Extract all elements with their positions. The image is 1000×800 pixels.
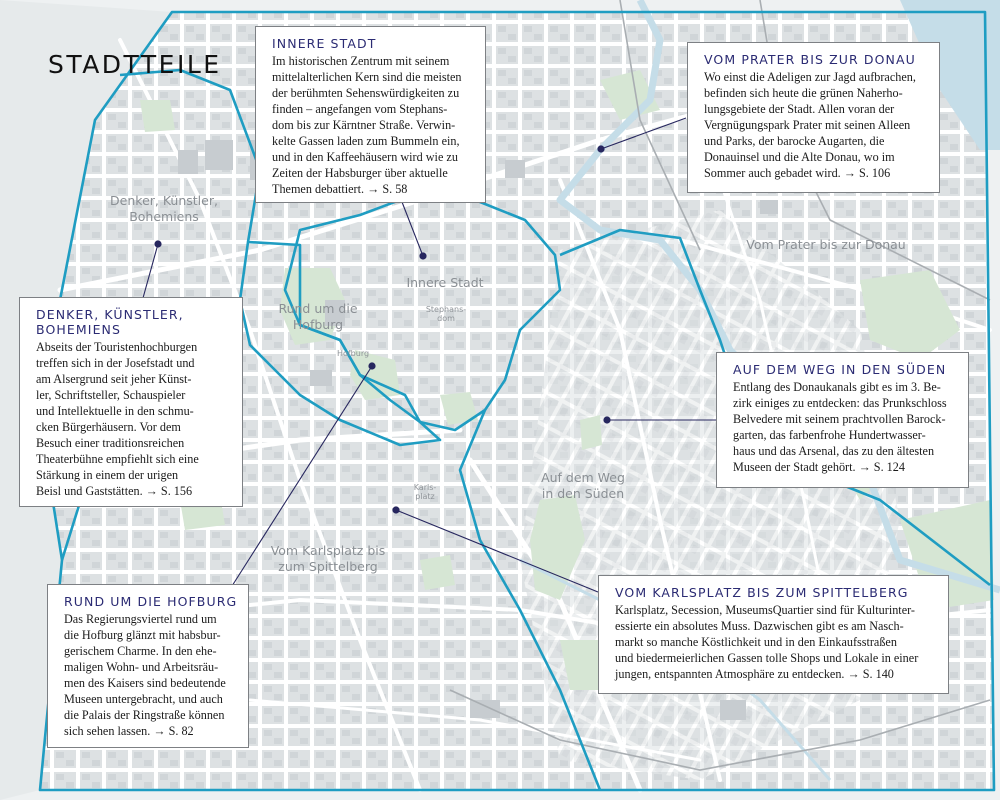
dot-karlsplatz [392, 506, 399, 513]
district-box-sueden [716, 352, 969, 488]
district-box-hofburg [47, 584, 249, 748]
landmark-stephansdom: Stephans- dom [425, 305, 467, 323]
district-box-denker [19, 297, 243, 507]
district-heading: VOM PRATER BIS ZUR DONAU [704, 52, 916, 67]
map-label-sueden: Auf dem Weg in den Süden [541, 470, 625, 501]
district-box-innere-stadt [255, 26, 486, 203]
district-text: Entlang des Donaukanals gibt es im 3. Be- zirk einiges zu entdecken: das Prunkschloss Belvedere mit seinem prachtvollen Barock- garten, das farbenfrohe Hundertwasser- haus und das Arsenal, das zu den ältesten Museen der Stadt gehört. → S. 124 [733, 380, 947, 474]
dot-innere-stadt [419, 252, 426, 259]
dot-hofburg [368, 362, 375, 369]
district-heading: DENKER, KÜNSTLER, BOHEMIENS [36, 307, 184, 337]
district-text: Wo einst die Adeligen zur Jagd aufbrachen, befinden sich heute die grünen Naherho- lungsgebiete der Stadt. Allen voran der Vergnügungspark Prater mit seinen Alleen und Parks, der barocke Augarten, die Donauinsel und die Alte Donau, wo im Sommer auch gebadet wird. → S. 106 [704, 70, 916, 180]
district-text: Abseits der Touristenhochburgen treffen sich in der Josefstadt und am Alsergrund seit jeher Künst- ler, Schriftsteller, Schauspieler und Intellektuelle in den schmu- cken Bürgerhäusern. Vor dem Besuch einer traditionsreichen Theaterbühne empfiehlt sich eine Stärkung in einem der urigen Beisl und Gaststätten. → S. 156 [36, 340, 199, 498]
map-label-innere-stadt: Innere Stadt [406, 275, 484, 290]
landmark-karlsplatz: Karls- platz [413, 483, 437, 501]
district-text: Das Regierungsviertel rund um die Hofburg glänzt mit habsbur- gerischem Charme. In den ehe- maligen Wohn- und Arbeitsräu- men des Kaisers sind bedeutende Museen untergebracht, und auch die Palais der Ringstraße können sich sehen lassen. → S. 82 [64, 612, 226, 738]
district-heading: AUF DEM WEG IN DEN SÜDEN [733, 362, 947, 377]
map-label-denker: Denker, Künstler, Bohemiens [110, 193, 218, 224]
dot-denker [154, 240, 161, 247]
dot-sueden [603, 416, 610, 423]
district-box-prater-donau [687, 42, 940, 193]
map-title: STADTTEILE [48, 50, 222, 79]
district-text: Im historischen Zentrum mit seinem mittelalterlichen Kern sind die meisten der berühmten Sehenswürdigkeiten zu finden – angefangen vom Stephans- dom bis zur Kärntner Straße. Verwin- kelte Gassen laden zum Bummeln ein, und in den Kaffeehäusern wird wie zu Zeiten der Habsburger über aktuelle Themen debattiert. → S. 58 [272, 54, 462, 196]
map-label-hofburg: Rund um die Hofburg [278, 301, 358, 332]
district-heading: INNERE STADT [272, 36, 377, 51]
district-box-karlsplatz [598, 575, 949, 694]
dot-prater [597, 145, 604, 152]
map-label-karlsplatz: Vom Karlsplatz bis zum Spittelberg [270, 543, 386, 574]
district-heading: RUND UM DIE HOFBURG [64, 594, 238, 609]
landmark-hofburg: Hofburg [336, 349, 370, 358]
map-label-prater: Vom Prater bis zur Donau [746, 237, 906, 252]
district-heading: VOM KARLSPLATZ BIS ZUM SPITTELBERG [615, 585, 909, 600]
district-text: Karlsplatz, Secession, MuseumsQuartier sind für Kulturinter- essierte ein absolutes Muss. Dazwischen gibt es am Nasch- markt so manche Köstlichkeit und in den Einkaufsstraßen und biedermeierlichen Gassen tolle Shops und Lokale in einer jungen, entspannten Atmosphäre zu entdecken. → S. 140 [615, 603, 919, 681]
